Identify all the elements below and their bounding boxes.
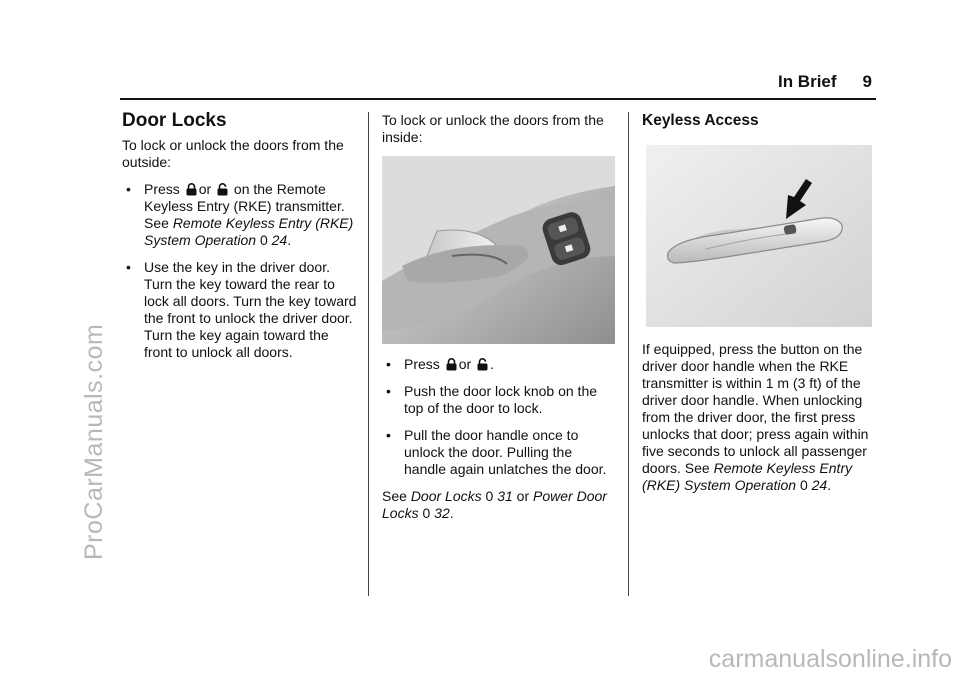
period: . bbox=[490, 356, 494, 372]
section-title: In Brief bbox=[777, 72, 837, 91]
door-handle-illustration bbox=[646, 145, 872, 327]
bullet: • bbox=[386, 427, 391, 443]
header-rule bbox=[120, 98, 876, 100]
unlock-key-icon bbox=[477, 358, 488, 371]
list-item bbox=[122, 181, 358, 249]
column-divider-2 bbox=[628, 112, 629, 596]
bullet: • bbox=[126, 181, 131, 197]
side-watermark: ProCarManuals.com bbox=[80, 323, 108, 560]
page-ref-arrow: 0 bbox=[422, 505, 431, 521]
lock-knob-instruction: Push the door lock knob on the top of the door to lock. bbox=[404, 383, 598, 416]
page-ref-arrow: 0 bbox=[485, 488, 494, 504]
period: . bbox=[287, 232, 292, 248]
bullet: • bbox=[386, 356, 391, 372]
page-number: 9 bbox=[862, 72, 872, 91]
see-also bbox=[382, 488, 616, 522]
press-text: Press bbox=[144, 181, 180, 197]
door-locks-heading: Door Locks bbox=[122, 110, 227, 131]
column-inside-locks bbox=[382, 112, 616, 532]
lock-key-icon bbox=[186, 183, 197, 196]
or-text: or bbox=[516, 488, 530, 504]
handle-instruction: Pull the door handle once to unlock the door. Pulling the handle again unlatches the door. bbox=[404, 427, 607, 477]
see-text: See bbox=[382, 488, 407, 504]
press-text: Press bbox=[404, 356, 440, 372]
inside-intro: To lock or unlock the doors from the inside: bbox=[382, 112, 604, 145]
period: . bbox=[449, 505, 454, 521]
key-instruction: Use the key in the driver door. Turn the key toward the rear to lock all doors. Turn the key toward the front to unlock the driver door. Turn the key again toward the front to unlock all doors. bbox=[144, 259, 357, 360]
or-text: or bbox=[458, 356, 472, 372]
keyless-instruction: If equipped, press the button on the driver door handle when the RKE transmitter is within 1 m (3 ft) of the driver door handle. When unlocking from the driver door, the first press unlocks that door; press again within five seconds to unlock all passenger doors. See bbox=[642, 341, 869, 476]
page-ref-number[interactable]: 31 bbox=[497, 488, 513, 504]
keyless-body bbox=[642, 341, 874, 494]
bullet: • bbox=[126, 259, 131, 275]
list-item bbox=[382, 383, 616, 417]
power-door-locks-link[interactable]: Power Door Locks bbox=[382, 488, 607, 521]
rke-link[interactable]: Remote Keyless Entry (RKE) System Operation bbox=[642, 460, 853, 493]
keyless-access-heading: Keyless Access bbox=[642, 112, 759, 129]
door-interior-illustration bbox=[382, 156, 615, 344]
page-ref-arrow: 0 bbox=[259, 232, 268, 248]
list-item bbox=[122, 259, 358, 361]
lock-key-icon bbox=[446, 358, 457, 371]
period: . bbox=[827, 477, 832, 493]
column-door-locks bbox=[122, 112, 358, 371]
door-locks-link[interactable]: Door Locks bbox=[410, 488, 482, 504]
rke-link[interactable]: Remote Keyless Entry (RKE) System Operation bbox=[144, 215, 354, 248]
page-ref-number[interactable]: 24 bbox=[271, 232, 288, 248]
unlock-key-icon bbox=[217, 183, 228, 196]
bottom-watermark: carmanualsonline.info bbox=[708, 645, 952, 673]
column-divider-1 bbox=[368, 112, 369, 596]
list-item bbox=[382, 427, 616, 478]
page-ref-number[interactable]: 32 bbox=[434, 505, 450, 521]
column-keyless-access bbox=[642, 112, 874, 504]
outside-intro: To lock or unlock the doors from the outside: bbox=[122, 137, 344, 170]
page-ref-number[interactable]: 24 bbox=[811, 477, 828, 493]
bullet: • bbox=[386, 383, 391, 399]
page-ref-arrow: 0 bbox=[799, 477, 808, 493]
list-item bbox=[382, 356, 616, 373]
page-header bbox=[778, 72, 872, 92]
rke-instruction: on the Remote Keyless Entry (RKE) transmitter. See bbox=[144, 181, 345, 231]
or-text: or bbox=[198, 181, 212, 197]
